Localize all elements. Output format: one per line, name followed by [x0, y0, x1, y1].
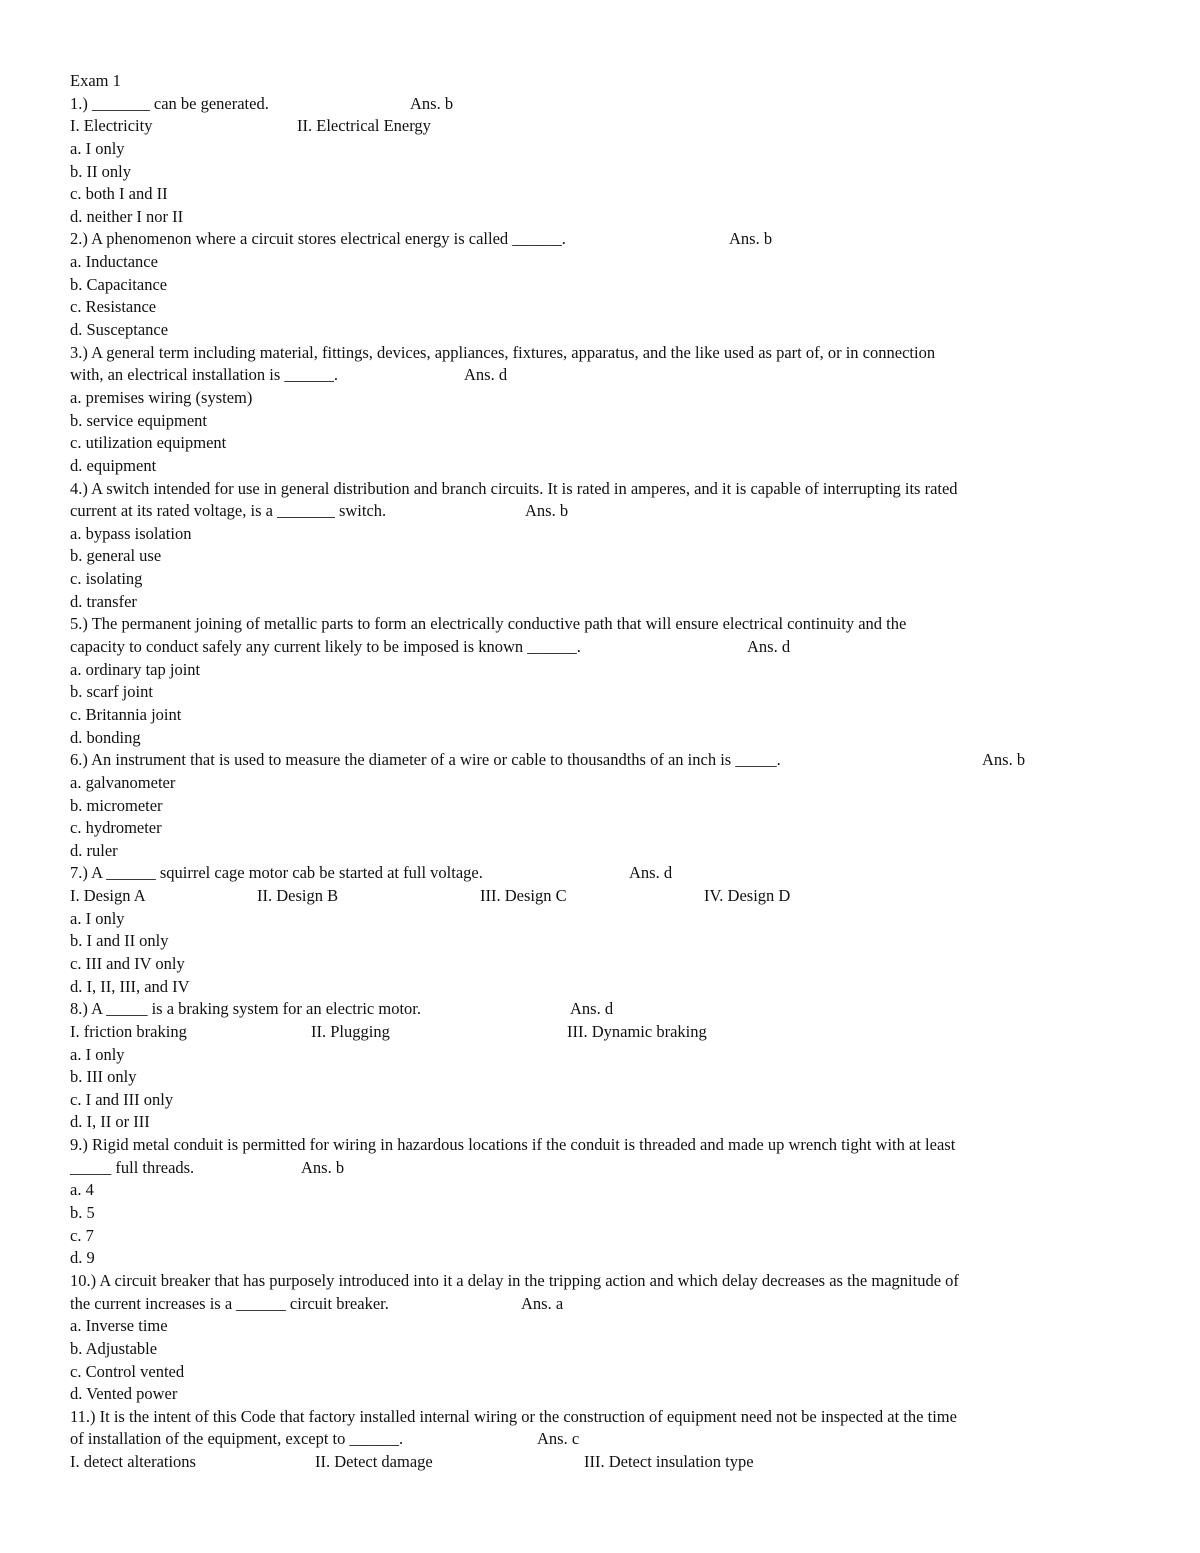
answer-option: c. Resistance [70, 297, 157, 317]
question-1-stem: 1.) _______ can be generated. [70, 93, 269, 113]
answer-option: d. I, II, III, and IV [70, 976, 190, 996]
answer-option: b. service equipment [70, 410, 207, 430]
answer-option: b. scarf joint [70, 682, 153, 702]
answer-option: d. ruler [70, 840, 118, 860]
question-11-roman-options [70, 1451, 1140, 1474]
question-4-answer: Ans. b [525, 501, 569, 521]
question-2-stem: 2.) A phenomenon where a circuit stores electrical energy is called ______. [70, 229, 566, 249]
answer-option: a. Inductance [70, 252, 158, 272]
roman-option: II. Design B [257, 886, 339, 906]
question-8 [70, 998, 1140, 1021]
question-9-answer: Ans. b [301, 1157, 345, 1177]
answer-option: a. Inverse time [70, 1316, 168, 1336]
question-6-answer: Ans. b [982, 750, 1026, 770]
answer-option: a. ordinary tap joint [70, 659, 201, 679]
answer-option: c. 7 [70, 1225, 94, 1245]
question-11 [70, 1428, 1140, 1451]
question-11-stem-line-1: 11.) It is the intent of this Code that factory installed internal wiring or the construction of equipment need not be inspected at the time [70, 1406, 957, 1426]
answer-option: d. Vented power [70, 1384, 178, 1404]
answer-option: c. Control vented [70, 1361, 185, 1381]
question-7-roman-options [70, 885, 1140, 908]
answer-option: d. I, II or III [70, 1112, 150, 1132]
answer-option: b. II only [70, 161, 131, 181]
answer-option: a. bypass isolation [70, 523, 192, 543]
roman-option: I. Design A [70, 886, 146, 906]
question-9 [70, 1157, 1140, 1180]
question-8-answer: Ans. d [570, 999, 614, 1019]
question-9-stem-line-2: _____ full threads. [70, 1157, 195, 1177]
answer-option: d. 9 [70, 1248, 95, 1268]
answer-option: a. I only [70, 138, 125, 158]
roman-option: II. Plugging [311, 1021, 390, 1041]
answer-option: b. III only [70, 1067, 137, 1087]
answer-option: d. transfer [70, 591, 137, 611]
roman-option: III. Detect insulation type [584, 1452, 754, 1472]
answer-option: c. isolating [70, 569, 143, 589]
answer-option: b. Adjustable [70, 1338, 158, 1358]
answer-option: a. I only [70, 1044, 125, 1064]
answer-option: c. both I and II [70, 184, 168, 204]
question-3-stem-line-2: with, an electrical installation is ______. [70, 365, 339, 385]
question-2-answer: Ans. b [729, 229, 773, 249]
roman-option: III. Design C [480, 886, 567, 906]
question-4-stem-line-1: 4.) A switch intended for use in general distribution and branch circuits. It is rated in amperes, and it is capable of interrupting its rated [70, 478, 958, 498]
answer-option: b. micrometer [70, 795, 163, 815]
roman-option: III. Dynamic braking [567, 1021, 707, 1041]
answer-option: c. I and III only [70, 1089, 174, 1109]
question-2 [70, 228, 1140, 251]
roman-option: I. Electricity [70, 116, 153, 136]
question-11-stem-line-2: of installation of the equipment, except to ______. [70, 1429, 404, 1449]
answer-option: a. premises wiring (system) [70, 387, 253, 407]
answer-option: a. I only [70, 908, 125, 928]
question-10-stem-line-1: 10.) A circuit breaker that has purposely introduced into it a delay in the tripping action and which delay decreases as the magnitude of [70, 1270, 959, 1290]
question-3-answer: Ans. d [464, 365, 508, 385]
question-10 [70, 1293, 1140, 1316]
answer-option: a. 4 [70, 1180, 94, 1200]
question-3-stem-line-1: 3.) A general term including material, fittings, devices, appliances, fixtures, apparatus, and the like used as part of, or in connection [70, 342, 936, 362]
question-8-roman-options [70, 1021, 1140, 1044]
roman-option: I. detect alterations [70, 1452, 196, 1472]
roman-option: IV. Design D [704, 886, 791, 906]
question-7-answer: Ans. d [629, 863, 673, 883]
answer-option: c. Britannia joint [70, 704, 182, 724]
question-5-stem-line-2: capacity to conduct safely any current likely to be imposed is known ______. [70, 637, 581, 657]
question-1-answer: Ans. b [410, 93, 454, 113]
question-11-answer: Ans. c [537, 1429, 580, 1449]
question-1 [70, 93, 1140, 116]
roman-option: II. Detect damage [315, 1452, 433, 1472]
answer-option: d. Susceptance [70, 320, 169, 340]
answer-option: d. bonding [70, 727, 141, 747]
question-5-stem-line-1: 5.) The permanent joining of metallic parts to form an electrically conductive path that will ensure electrical continuity and the [70, 614, 907, 634]
question-6-stem: 6.) An instrument that is used to measure the diameter of a wire or cable to thousandths of an inch is _____. [70, 750, 781, 770]
exam-document [70, 70, 1140, 1474]
question-4 [70, 500, 1140, 523]
answer-option: d. equipment [70, 455, 157, 475]
question-7-stem: 7.) A ______ squirrel cage motor cab be started at full voltage. [70, 863, 483, 883]
answer-option: c. III and IV only [70, 953, 185, 973]
question-9-stem-line-1: 9.) Rigid metal conduit is permitted for wiring in hazardous locations if the conduit is threaded and made up wrench tight with at least [70, 1135, 956, 1155]
question-7 [70, 862, 1140, 885]
answer-option: c. hydrometer [70, 818, 162, 838]
question-10-answer: Ans. a [521, 1293, 564, 1313]
roman-option: I. friction braking [70, 1021, 187, 1041]
question-8-stem: 8.) A _____ is a braking system for an electric motor. [70, 999, 422, 1019]
answer-option: d. neither I nor II [70, 206, 184, 226]
exam-title: Exam 1 [70, 71, 121, 90]
answer-option: b. general use [70, 546, 162, 566]
question-3 [70, 364, 1140, 387]
roman-option: II. Electrical Energy [297, 116, 431, 136]
answer-option: b. Capacitance [70, 274, 168, 294]
question-1-roman-options [70, 115, 1140, 138]
answer-option: b. 5 [70, 1203, 95, 1223]
answer-option: b. I and II only [70, 931, 169, 951]
question-4-stem-line-2: current at its rated voltage, is a _______ switch. [70, 501, 387, 521]
question-6 [70, 749, 1140, 772]
answer-option: c. utilization equipment [70, 433, 227, 453]
question-5-answer: Ans. d [747, 637, 791, 657]
question-5 [70, 636, 1140, 659]
question-10-stem-line-2: the current increases is a ______ circuit breaker. [70, 1293, 389, 1313]
answer-option: a. galvanometer [70, 772, 176, 792]
